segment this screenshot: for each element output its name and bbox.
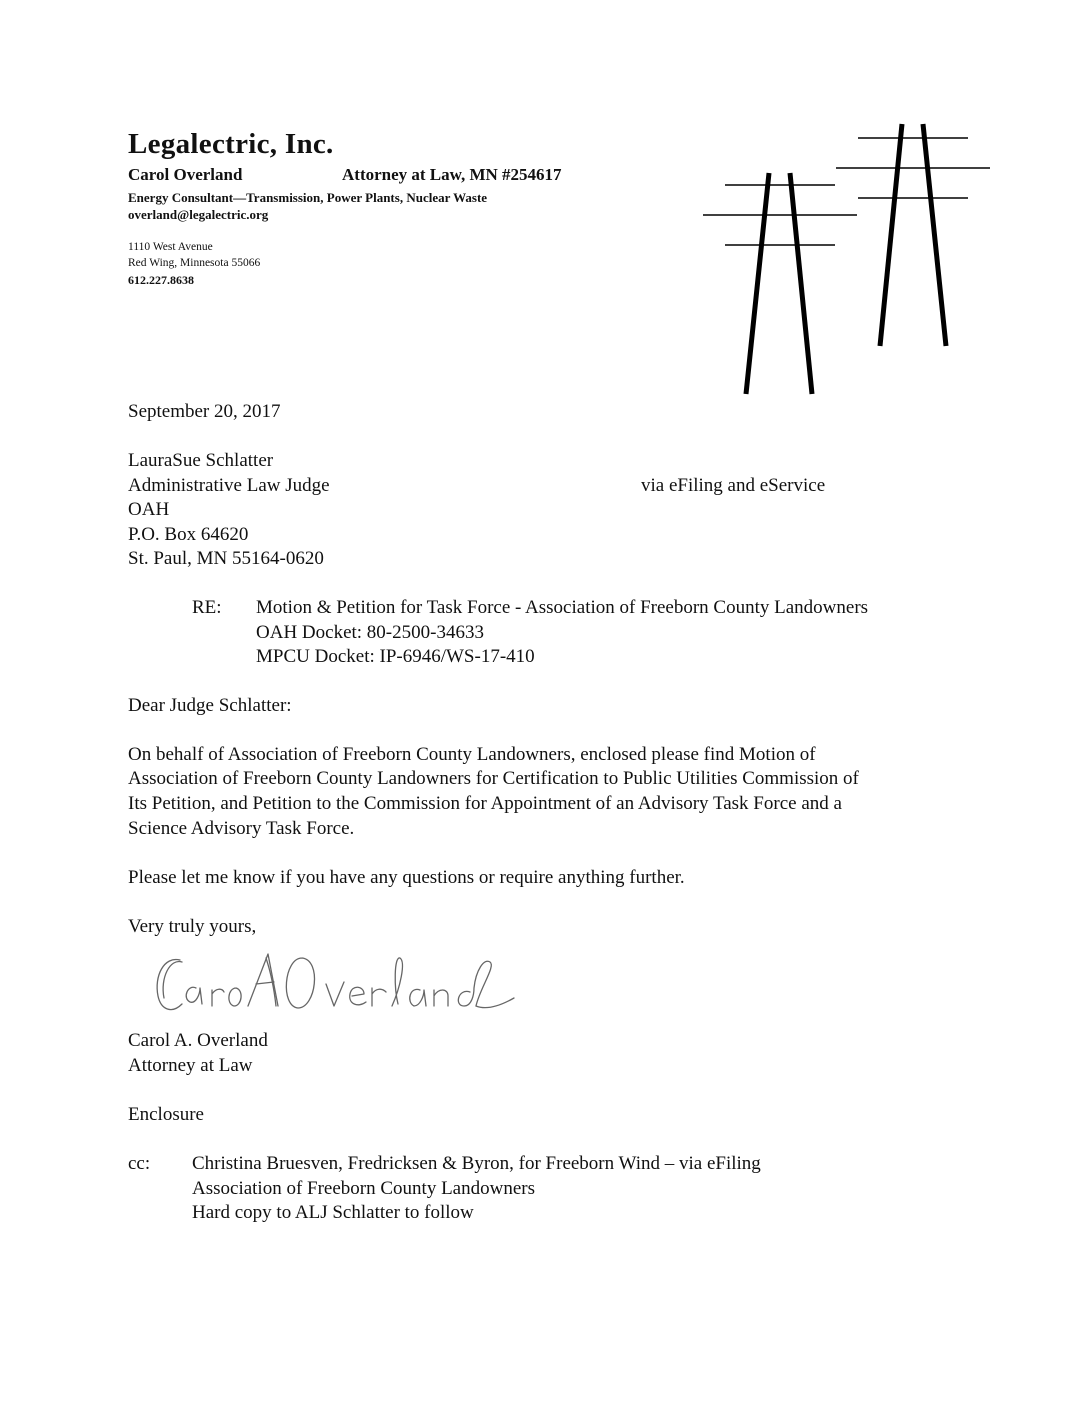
cc-label: cc: [128, 1153, 151, 1174]
body-p1-line3: Its Petition, and Petition to the Commission for Appointment of an Advisory Task Force and a [128, 793, 842, 814]
address-line2: Red Wing, Minnesota 55066 [128, 257, 261, 269]
attorney-name: Carol Overland [128, 165, 243, 184]
body-p1-line2: Association of Freeborn County Landowners for Certification to Public Utilities Commission of [128, 768, 859, 789]
delivery-method: via eFiling and eService [641, 475, 826, 496]
cc-line3: Hard copy to ALJ Schlatter to follow [192, 1202, 474, 1223]
handwritten-signature [150, 948, 520, 1022]
transmission-towers-icon [700, 118, 995, 403]
consultant-line: Energy Consultant—Transmission, Power Plants, Nuclear Waste [128, 190, 488, 205]
recipient-city: St. Paul, MN 55164-0620 [128, 548, 324, 569]
recipient-org: OAH [128, 499, 170, 520]
closing: Very truly yours, [128, 916, 257, 937]
re-line3: MPCU Docket: IP-6946/WS-17-410 [256, 646, 535, 667]
letter-date: September 20, 2017 [128, 401, 281, 422]
body-p1-line1: On behalf of Association of Freeborn County Landowners, enclosed please find Motion of [128, 744, 816, 765]
salutation: Dear Judge Schlatter: [128, 695, 292, 716]
recipient-box: P.O. Box 64620 [128, 524, 249, 545]
attorney-title: Attorney at Law, MN #254617 [342, 165, 562, 184]
re-label: RE: [192, 597, 222, 618]
cc-line1: Christina Bruesven, Fredricksen & Byron, for Freeborn Wind – via eFiling [192, 1153, 761, 1174]
recipient-name: LauraSue Schlatter [128, 450, 274, 471]
company-name: Legalectric, Inc. [128, 128, 334, 160]
enclosure-note: Enclosure [128, 1104, 204, 1125]
signer-title: Attorney at Law [128, 1055, 253, 1076]
recipient-title: Administrative Law Judge [128, 475, 330, 496]
email: overland@legalectric.org [128, 207, 269, 222]
body-p2: Please let me know if you have any questions or require anything further. [128, 867, 685, 888]
re-line1: Motion & Petition for Task Force - Association of Freeborn County Landowners [256, 597, 869, 618]
re-line2: OAH Docket: 80-2500-34633 [256, 622, 484, 643]
body-p1-line4: Science Advisory Task Force. [128, 818, 355, 839]
address-line1: 1110 West Avenue [128, 241, 213, 253]
signer-name: Carol A. Overland [128, 1030, 268, 1051]
cc-line2: Association of Freeborn County Landowners [192, 1178, 535, 1199]
phone: 612.227.8638 [128, 273, 194, 287]
